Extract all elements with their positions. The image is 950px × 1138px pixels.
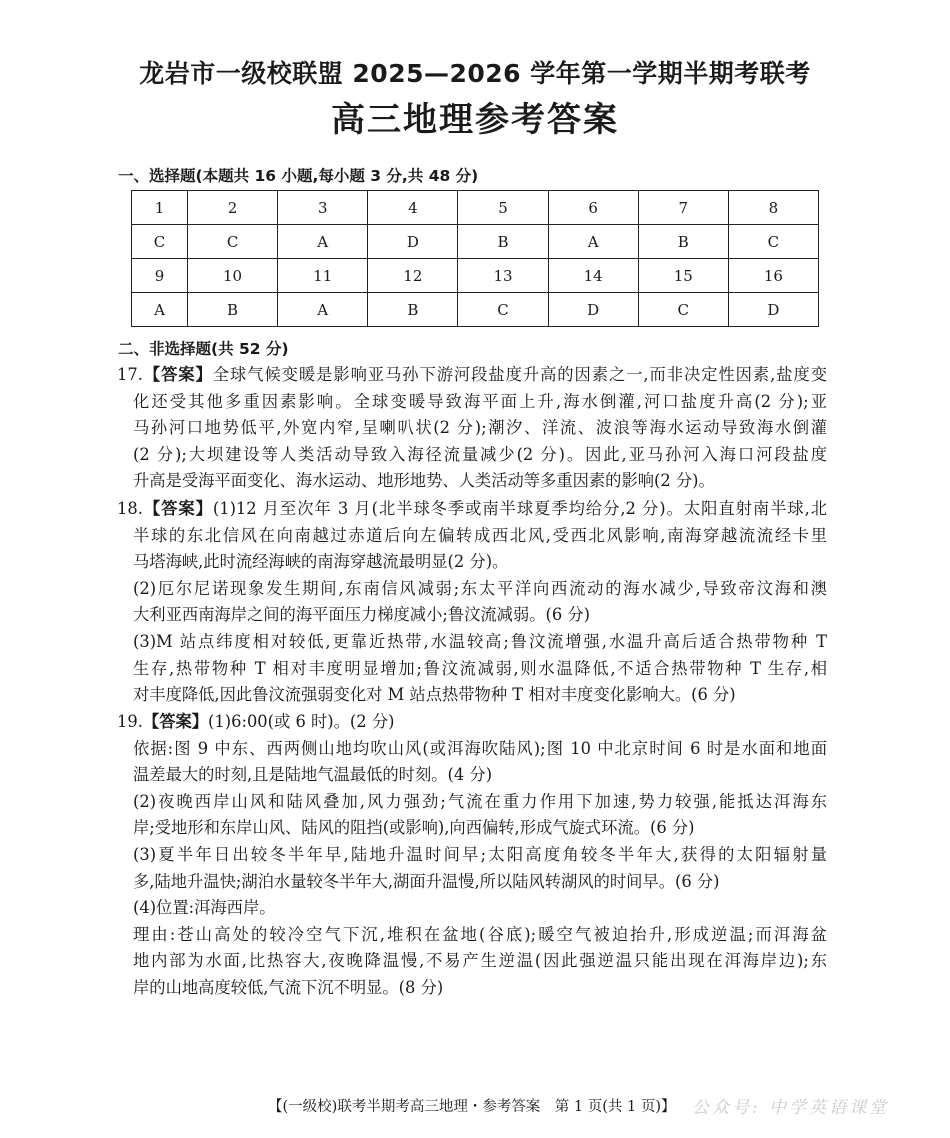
answer-line: 升高是受海平面变化、海水运动、地形地势、人类活动等多重因素的影响(2 分)。 (133, 471, 715, 491)
watermark: 公众号: 中学英语课堂 (692, 1098, 890, 1118)
page-title: 高三地理参考答案 (331, 100, 619, 140)
question-number-row (132, 191, 819, 225)
answer-row (132, 293, 819, 327)
answer-cell: B (638, 225, 728, 259)
question-number-cell: 9 (132, 259, 188, 293)
question-number-cell: 6 (548, 191, 638, 225)
answer-cell: A (548, 225, 638, 259)
answer-cell: B (188, 293, 278, 327)
answer-line: 多,陆地升温快;湖泊水量较冬半年大,湖面升温慢,所以陆风转湖风的时间早。(6 分) (133, 871, 720, 891)
answer-line: 半球的东北信风在向南越过赤道后向左偏转成西北风,受西北风影响,南海穿越流流经卡里 (133, 525, 827, 545)
answer-line (117, 362, 827, 389)
answer-cell: C (458, 293, 548, 327)
answer-cell: C (728, 225, 818, 259)
answer-cell: A (132, 293, 188, 327)
answer-label: 【答案】 (142, 499, 213, 518)
answer-line: 地内部为水面,比热容大,夜晚降温慢,不易产生逆温(因此强逆温只能出现在洱海岸边);东 (133, 951, 827, 971)
answer-cell: C (188, 225, 278, 259)
answer-table (131, 190, 819, 327)
question-number-row (132, 259, 819, 293)
section2-heading: 二、非选择题(共 52 分) (118, 340, 289, 358)
answer-line: 马塔海峡,此时流经海峡的南海穿越流最明显(2 分)。 (133, 552, 509, 572)
answer-cell: D (548, 293, 638, 327)
answer-label: 【答案】 (142, 365, 213, 384)
answer-line: 马孙河口地势低平,外宽内窄,呈喇叭状(2 分);潮汐、洋流、波浪等海水运动导致海水倒灌 (133, 418, 827, 438)
question-number-cell: 11 (278, 259, 368, 293)
answer-line: 大利亚西南海岸之间的海平面压力梯度减小;鲁汶流减弱。(6 分) (133, 605, 591, 625)
question-19 (117, 709, 827, 1002)
question-17 (117, 362, 827, 495)
section1-heading: 一、选择题(本题共 16 小题,每小题 3 分,共 48 分) (118, 167, 479, 185)
answer-row (132, 225, 819, 259)
answer-line: 化还受其他多重因素影响。全球变暖导致海平面上升,海水倒灌,河口盐度升高(2 分);亚 (133, 391, 828, 411)
answer-cell: D (368, 225, 458, 259)
answer-cell: B (368, 293, 458, 327)
answer-line: 岸的山地高度较低,气流下沉不明显。(8 分) (133, 977, 444, 997)
answer-line (117, 709, 827, 736)
question-number-cell: 13 (458, 259, 548, 293)
answer-line: 理由:苍山高处的较冷空气下沉,堆积在盆地(谷底);暖空气被迫抬升,形成逆温;而洱海盆 (133, 924, 827, 944)
answer-label: 【答案】 (142, 712, 209, 731)
title-line1: 龙岩市一级校联盟 2025—2026 学年第一学期半期考联考 (139, 59, 811, 88)
question-number-cell: 2 (188, 191, 278, 225)
answer-text: (1)6:00(或 6 时)。(2 分) (208, 712, 395, 731)
answer-text: (1)12 月至次年 3 月(北半球冬季或南半球夏季均给分,2 分)。太阳直射南半球,北 (212, 499, 827, 518)
answer-line: 对丰度降低,因此鲁汶流强弱变化对 M 站点热带物种 T 相对丰度变化影响大。(6 分) (133, 685, 736, 705)
answer-cell: A (278, 293, 368, 327)
answer-line (117, 496, 827, 523)
answer-line: 温差最大的时刻,且是陆地气温最低的时刻。(4 分) (133, 765, 493, 785)
answer-line: 依据:图 9 中东、西两侧山地均吹山风(或洱海吹陆风);图 10 中北京时间 6 时是水面和地面 (133, 738, 827, 758)
question-number: 17. (117, 365, 143, 384)
question-number-cell: 15 (638, 259, 728, 293)
answer-line: (3)夏半年日出较冬半年早,陆地升温时间早;太阳高度角较冬半年大,获得的太阳辐射量 (133, 844, 827, 864)
answer-line: (3)M 站点纬度相对较低,更靠近热带,水温较高;鲁汶流增强,水温升高后适合热带物种 T (133, 631, 827, 651)
question-18 (117, 496, 827, 709)
answer-cell: A (278, 225, 368, 259)
answer-line: (2)夜晚西岸山风和陆风叠加,风力强劲;气流在重力作用下加速,势力较强,能抵达洱海东 (133, 791, 827, 811)
question-number: 19. (117, 712, 143, 731)
question-number-cell: 3 (278, 191, 368, 225)
answer-cell: D (728, 293, 818, 327)
answer-line: (2 分);大坝建设等人类活动导致入海径流量减少(2 分)。因此,亚马孙河入海口河段盐度 (133, 444, 827, 464)
footer-text: 【(一级校)联考半期考高三地理・参考答案 第 1 页(共 1 页)】 (268, 1099, 676, 1115)
answer-line: 生存,热带物种 T 相对丰度明显增加;鲁汶流减弱,则水温降低,不适合热带物种 T 生存,相 (133, 658, 827, 678)
question-number-cell: 10 (188, 259, 278, 293)
answer-cell: C (638, 293, 728, 327)
answer-text: 全球气候变暖是影响亚马孙下游河段盐度升高的因素之一,而非决定性因素,盐度变 (212, 365, 827, 384)
question-number-cell: 4 (368, 191, 458, 225)
answer-cell: C (132, 225, 188, 259)
answer-line: (4)位置:洱海西岸。 (133, 898, 276, 918)
answer-cell: B (458, 225, 548, 259)
answer-line: 岸;受地形和东岸山风、陆风的阻挡(或影响),向西偏转,形成气旋式环流。(6 分) (133, 818, 695, 838)
question-number-cell: 16 (728, 259, 818, 293)
question-number-cell: 1 (132, 191, 188, 225)
question-number-cell: 5 (458, 191, 548, 225)
question-number-cell: 14 (548, 259, 638, 293)
question-number-cell: 12 (368, 259, 458, 293)
question-number-cell: 7 (638, 191, 728, 225)
question-number-cell: 8 (728, 191, 818, 225)
answer-line: (2)厄尔尼诺现象发生期间,东南信风减弱;东太平洋向西流动的海水减少,导致帝汶海和澳 (133, 578, 827, 598)
question-number: 18. (117, 499, 143, 518)
